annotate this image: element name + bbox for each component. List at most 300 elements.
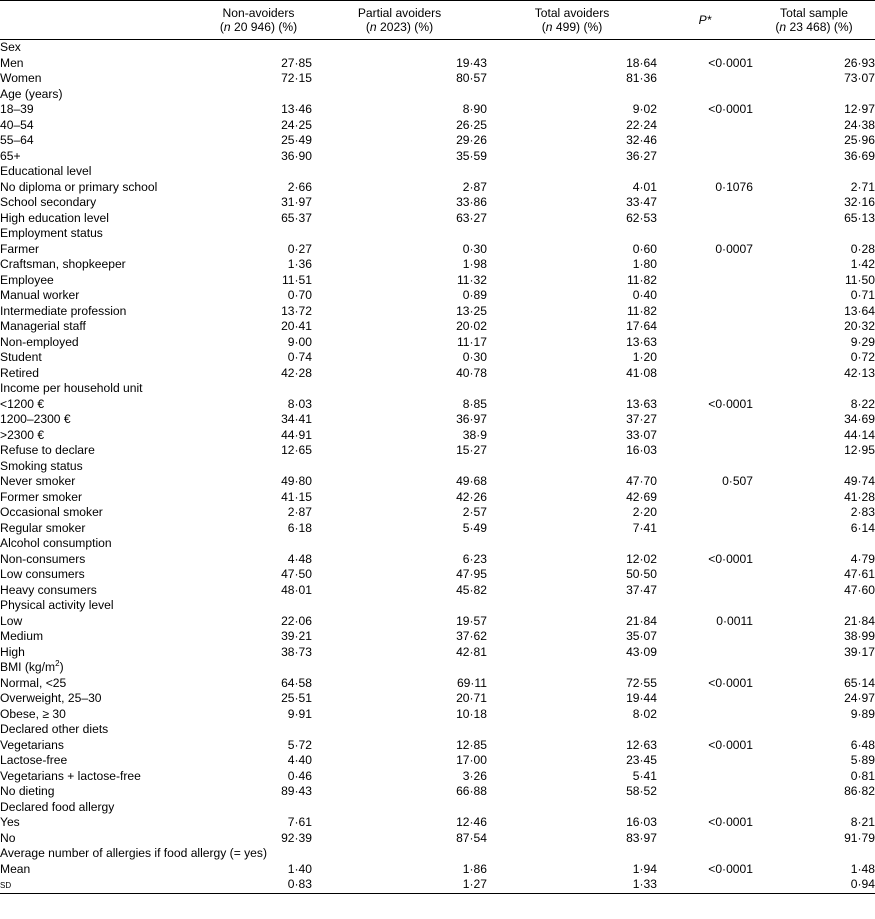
- total-avoiders-value: 12·63: [626, 737, 657, 752]
- row-label: Medium: [0, 629, 44, 643]
- header-n-symbol: n: [369, 20, 377, 34]
- group-label-cell: [0, 800, 875, 816]
- total-avoiders-value: 1·94: [632, 861, 657, 876]
- total-sample-value: 5·89: [850, 753, 875, 767]
- partial-avoiders-value: 0·89: [462, 288, 487, 302]
- non-avoiders-value: 39·21: [281, 629, 312, 643]
- total-sample-value: 25·96: [844, 133, 875, 147]
- non-avoiders-value: 4·40: [287, 753, 312, 767]
- table-row: [0, 133, 875, 149]
- table-row: [0, 428, 875, 444]
- table-row: [0, 211, 875, 227]
- total-sample-value: 12·95: [844, 443, 875, 457]
- group-row: [0, 722, 875, 738]
- total-avoiders-value: 21·84: [626, 613, 657, 628]
- total-sample-value: 65·13: [844, 210, 875, 225]
- row-label: Mean: [0, 861, 31, 876]
- group-row: [0, 164, 875, 180]
- table-row: [0, 149, 875, 165]
- table-row: [0, 412, 875, 428]
- non-avoiders-value: 13·72: [281, 303, 312, 318]
- total-sample-value: 1·42: [850, 257, 875, 271]
- partial-avoiders-value: 1·98: [462, 257, 487, 271]
- group-label: Income per household unit: [0, 381, 143, 395]
- header-n-symbol: n: [779, 20, 787, 34]
- table-row: [0, 335, 875, 351]
- total-avoiders-value: 58·52: [626, 784, 657, 798]
- p-value: [657, 877, 753, 893]
- table-row: [0, 784, 875, 800]
- partial-avoiders-value: 11·17: [456, 334, 487, 349]
- non-avoiders-value: 1·36: [287, 257, 312, 271]
- p-value: [657, 505, 753, 521]
- partial-avoiders-value: 1·27: [462, 877, 487, 891]
- table-row: [0, 815, 875, 831]
- total-avoiders-value: 13·63: [626, 396, 657, 411]
- total-sample-value: 0·81: [850, 768, 875, 783]
- p-value: <0·0001: [708, 861, 753, 876]
- total-sample-value: 12·97: [844, 102, 875, 116]
- total-sample-value: 8·21: [850, 815, 875, 829]
- row-label: High education level: [0, 210, 109, 225]
- total-avoiders-value: 11·82: [626, 272, 657, 287]
- table-row: [0, 521, 875, 537]
- row-label: No: [0, 830, 16, 845]
- total-sample-value: 6·14: [850, 520, 875, 535]
- group-label-cell: [0, 164, 875, 180]
- group-row: [0, 87, 875, 103]
- table-row: [0, 691, 875, 707]
- total-sample-value: 24·97: [844, 691, 875, 705]
- partial-avoiders-value: 12·85: [456, 737, 487, 752]
- total-sample-value: 44·14: [844, 427, 875, 442]
- non-avoiders-value: 2·87: [287, 505, 312, 519]
- total-avoiders-value: 72·55: [626, 675, 657, 690]
- p-value: [657, 288, 753, 304]
- total-sample-value: 38·99: [844, 629, 875, 643]
- non-avoiders-value: 72·15: [281, 71, 312, 85]
- partial-avoiders-value: 10·18: [456, 706, 487, 721]
- table-row: [0, 180, 875, 196]
- group-label: Educational level: [0, 164, 92, 178]
- group-label: Smoking status: [0, 458, 83, 473]
- group-label-cell: [0, 87, 875, 103]
- row-label: Vegetarians: [0, 737, 64, 752]
- total-avoiders-value: 4·01: [632, 179, 657, 194]
- total-sample-value: 0·72: [850, 350, 875, 364]
- p-value: [657, 691, 753, 707]
- total-avoiders-value: 47·70: [626, 474, 657, 488]
- partial-avoiders-value: 3·26: [462, 768, 487, 783]
- table-row: [0, 366, 875, 382]
- table-row: [0, 350, 875, 366]
- table-row: [0, 443, 875, 459]
- header-blank: [0, 1, 205, 40]
- p-value: [657, 273, 753, 289]
- total-sample-value: 2·83: [850, 505, 875, 519]
- total-sample-value: 0·28: [850, 241, 875, 256]
- row-label: Student: [0, 350, 42, 364]
- header-n-symbol: n: [223, 20, 231, 34]
- p-value: <0·0001: [708, 737, 753, 752]
- group-row: [0, 536, 875, 552]
- table-row: [0, 552, 875, 568]
- non-avoiders-value: 64·58: [281, 675, 312, 690]
- group-label-cell: [0, 381, 875, 397]
- partial-avoiders-value: 37·62: [456, 629, 487, 643]
- row-label: Former smoker: [0, 489, 82, 504]
- total-sample-value: 21·84: [844, 613, 875, 628]
- non-avoiders-value: 12·65: [281, 443, 312, 457]
- total-sample-value: 26·93: [844, 55, 875, 70]
- partial-avoiders-value: 42·81: [456, 644, 487, 659]
- p-value: [657, 428, 753, 444]
- total-avoiders-value: 23·45: [626, 753, 657, 767]
- partial-avoiders-value: 11·32: [456, 272, 487, 287]
- non-avoiders-value: 31·97: [281, 195, 312, 209]
- table-row: [0, 257, 875, 273]
- group-label-superscript: 2: [55, 658, 60, 668]
- total-avoiders-value: 81·36: [626, 71, 657, 85]
- non-avoiders-value: 0·27: [287, 241, 312, 256]
- total-sample-value: 47·61: [844, 567, 875, 581]
- group-label-end: ): [59, 660, 64, 674]
- non-avoiders-value: 0·74: [287, 350, 312, 364]
- total-avoiders-value: 22·24: [626, 117, 657, 132]
- row-label: Lactose-free: [0, 753, 68, 767]
- total-avoiders-value: 1·20: [632, 350, 657, 364]
- p-value: 0·0011: [716, 613, 753, 628]
- table-row: [0, 273, 875, 289]
- row-label: High: [0, 644, 25, 659]
- non-avoiders-value: 1·40: [287, 861, 312, 876]
- row-label: Refuse to declare: [0, 443, 95, 457]
- non-avoiders-value: 36·90: [281, 148, 312, 163]
- header-non-avoiders-n: 20 946) (%): [230, 20, 298, 34]
- partial-avoiders-value: 35·59: [456, 148, 487, 163]
- p-value: <0·0001: [708, 102, 753, 116]
- header-total-avoiders-title: Total avoiders: [534, 6, 610, 20]
- row-label: Craftsman, shopkeeper: [0, 257, 126, 271]
- total-avoiders-value: 11·82: [626, 303, 657, 318]
- non-avoiders-value: 65·37: [281, 210, 312, 225]
- table-row: [0, 862, 875, 878]
- total-sample-value: 11·50: [844, 272, 875, 287]
- total-sample-value: 20·32: [844, 319, 875, 333]
- table-row: [0, 567, 875, 583]
- row-label: Yes: [0, 815, 20, 829]
- partial-avoiders-value: 20·71: [456, 691, 487, 705]
- group-label: Physical activity level: [0, 598, 114, 612]
- table-row: [0, 71, 875, 87]
- table-row: [0, 102, 875, 118]
- p-value: [657, 71, 753, 87]
- partial-avoiders-value: 20·02: [456, 319, 487, 333]
- total-avoiders-value: 9·02: [632, 102, 657, 116]
- non-avoiders-value: 44·91: [281, 427, 312, 442]
- total-avoiders-value: 0·40: [632, 288, 657, 302]
- total-avoiders-value: 13·63: [626, 334, 657, 349]
- non-avoiders-value: 48·01: [281, 582, 312, 597]
- header-total-sample-title: Total sample: [780, 6, 848, 20]
- p-value: [657, 567, 753, 583]
- row-label: School secondary: [0, 195, 97, 209]
- table-row: [0, 304, 875, 320]
- total-sample-value: 32·16: [844, 195, 875, 209]
- row-label: Obese, ≥ 30: [0, 706, 66, 721]
- total-avoiders-value: 0·60: [632, 241, 657, 256]
- table-row: [0, 707, 875, 723]
- partial-avoiders-value: 29·26: [456, 133, 487, 147]
- row-label: Normal, <25: [0, 675, 67, 690]
- total-sample-value: 9·89: [850, 706, 875, 721]
- row-label: Managerial staff: [0, 319, 86, 333]
- non-avoiders-value: 25·51: [281, 691, 312, 705]
- total-sample-value: 39·17: [844, 644, 875, 659]
- row-label: 40–54: [0, 117, 34, 132]
- p-value: <0·0001: [708, 675, 753, 690]
- table-row: [0, 474, 875, 490]
- group-label: BMI (kg/m: [0, 660, 56, 674]
- partial-avoiders-value: 49·68: [456, 474, 487, 488]
- non-avoiders-value: 27·85: [281, 55, 312, 70]
- table-row: [0, 629, 875, 645]
- partial-avoiders-value: 8·90: [462, 102, 487, 116]
- p-value: [657, 118, 753, 134]
- p-value: [657, 304, 753, 320]
- table-row: [0, 288, 875, 304]
- p-value: [657, 149, 753, 165]
- table-row: [0, 490, 875, 506]
- total-sample-value: 86·82: [844, 784, 875, 798]
- non-avoiders-value: 11·51: [281, 272, 312, 287]
- row-label: >2300 €: [0, 427, 45, 442]
- non-avoiders-value: 38·73: [281, 644, 312, 659]
- header-non-avoiders-title: Non-avoiders: [222, 6, 295, 20]
- total-avoiders-value: 19·44: [626, 691, 657, 705]
- row-label: Vegetarians + lactose-free: [0, 768, 141, 783]
- row-label: Men: [0, 55, 24, 70]
- total-avoiders-value: 7·41: [632, 520, 657, 535]
- p-value: [657, 645, 753, 661]
- group-row: [0, 598, 875, 614]
- total-avoiders-value: 1·80: [632, 257, 657, 271]
- row-label: Low: [0, 613, 23, 628]
- table-header: [0, 1, 875, 40]
- row-label: 55–64: [0, 133, 34, 147]
- partial-avoiders-value: 38·9: [462, 427, 487, 442]
- row-label: Overweight, 25–30: [0, 691, 102, 705]
- row-label: Employee: [0, 272, 54, 287]
- group-row: [0, 800, 875, 816]
- partial-avoiders-value: 2·57: [462, 505, 487, 519]
- row-label: sd: [0, 877, 12, 891]
- p-value: [657, 195, 753, 211]
- p-value: [657, 490, 753, 506]
- row-label: 18–39: [0, 102, 34, 116]
- non-avoiders-value: 13·46: [281, 102, 312, 116]
- non-avoiders-value: 22·06: [281, 613, 312, 628]
- header-non-avoiders: Non-avoiders (n 20 946) (%): [219, 6, 298, 34]
- p-value: [657, 707, 753, 723]
- total-sample-value: 42·13: [844, 365, 875, 380]
- p-value: <0·0001: [708, 815, 753, 829]
- total-avoiders-value: 62·53: [626, 210, 657, 225]
- group-row: [0, 381, 875, 397]
- header-total-avoiders-n: 499) (%): [552, 20, 603, 34]
- total-sample-value: 49·74: [844, 474, 875, 488]
- partial-avoiders-value: 19·43: [456, 55, 487, 70]
- partial-avoiders-value: 40·78: [456, 365, 487, 380]
- total-sample-value: 13·64: [844, 303, 875, 318]
- partial-avoiders-value: 69·11: [456, 675, 487, 690]
- table-row: [0, 195, 875, 211]
- total-sample-value: 9·29: [850, 334, 875, 349]
- table-row: [0, 831, 875, 847]
- header-partial-avoiders-n: 2023) (%): [376, 20, 434, 34]
- total-sample-value: 73·07: [844, 71, 875, 85]
- partial-avoiders-value: 26·25: [456, 117, 487, 132]
- row-label: Low consumers: [0, 567, 85, 581]
- non-avoiders-value: 9·00: [287, 334, 312, 349]
- p-value: [657, 133, 753, 149]
- row-label: Farmer: [0, 241, 39, 256]
- row-label: Occasional smoker: [0, 505, 103, 519]
- non-avoiders-value: 25·49: [281, 133, 312, 147]
- total-avoiders-value: 35·07: [626, 629, 657, 643]
- group-row: [0, 846, 875, 862]
- total-avoiders-value: 33·47: [626, 195, 657, 209]
- p-value: [657, 366, 753, 382]
- partial-avoiders-value: 5·49: [462, 520, 487, 535]
- table-row: [0, 769, 875, 785]
- total-avoiders-value: 43·09: [626, 644, 657, 659]
- header-p-value: [657, 1, 753, 40]
- p-value: [657, 753, 753, 769]
- total-sample-value: 24·38: [844, 117, 875, 132]
- partial-avoiders-value: 66·88: [456, 784, 487, 798]
- partial-avoiders-value: 8·85: [462, 396, 487, 411]
- group-label: Employment status: [0, 226, 103, 240]
- non-avoiders-value: 42·28: [281, 365, 312, 380]
- non-avoiders-value: 8·03: [287, 396, 312, 411]
- non-avoiders-value: 24·25: [281, 117, 312, 132]
- partial-avoiders-value: 42·26: [456, 489, 487, 504]
- p-value: [657, 769, 753, 785]
- table-row: [0, 676, 875, 692]
- total-sample-value: 1·48: [850, 861, 875, 876]
- header-partial-avoiders: Partial avoiders (n 2023) (%): [357, 6, 442, 34]
- p-value: 0·1076: [715, 179, 753, 194]
- table-row: [0, 753, 875, 769]
- partial-avoiders-value: 0·30: [462, 350, 487, 364]
- total-sample-value: 91·79: [844, 830, 875, 845]
- p-value: <0·0001: [708, 551, 753, 566]
- group-label-cell: [0, 598, 875, 614]
- p-value: [657, 350, 753, 366]
- total-avoiders-value: 16·03: [626, 443, 657, 457]
- group-label-cell: [0, 846, 875, 862]
- non-avoiders-value: 89·43: [281, 784, 312, 798]
- group-row: [0, 40, 875, 56]
- header-total-avoiders: Total avoiders (n 499) (%): [534, 6, 610, 34]
- total-avoiders-value: 17·64: [626, 319, 657, 333]
- group-label: Declared food allergy: [0, 799, 115, 814]
- total-avoiders-value: 1·33: [632, 877, 657, 891]
- partial-avoiders-value: 19·57: [456, 613, 487, 628]
- p-value: [657, 629, 753, 645]
- group-row: [0, 660, 875, 676]
- partial-avoiders-value: 12·46: [456, 815, 487, 829]
- group-label-cell: [0, 459, 875, 475]
- partial-avoiders-value: 15·27: [456, 443, 487, 457]
- group-label-cell: [0, 40, 875, 56]
- total-avoiders-value: 32·46: [626, 133, 657, 147]
- row-label: No diploma or primary school: [0, 179, 158, 194]
- non-avoiders-value: 0·46: [287, 768, 312, 783]
- row-label: Regular smoker: [0, 520, 86, 535]
- p-value: [657, 583, 753, 599]
- p-value: <0·0001: [708, 396, 753, 411]
- group-label: Age (years): [0, 86, 63, 101]
- total-sample-value: 4·79: [850, 551, 875, 566]
- row-label: 1200–2300 €: [0, 412, 71, 426]
- non-avoiders-value: 0·83: [287, 877, 312, 891]
- table-row: [0, 505, 875, 521]
- non-avoiders-value: 34·41: [281, 412, 312, 426]
- total-avoiders-value: 5·41: [632, 768, 657, 783]
- group-label: Sex: [0, 40, 21, 54]
- total-sample-value: 0·71: [850, 288, 875, 302]
- partial-avoiders-value: 80·57: [456, 71, 487, 85]
- total-sample-value: 8·22: [850, 396, 875, 411]
- total-avoiders-value: 42·69: [626, 489, 657, 504]
- row-label: Retired: [0, 365, 39, 380]
- table-row: [0, 319, 875, 335]
- row-label: Intermediate profession: [0, 303, 127, 318]
- header-total-sample: Total sample (n 23 468) (%): [775, 6, 853, 34]
- header-partial-avoiders-title: Partial avoiders: [357, 6, 442, 20]
- total-sample-value: 47·60: [844, 582, 875, 597]
- non-avoiders-value: 9·91: [287, 706, 312, 721]
- table-row: [0, 614, 875, 630]
- p-value: [657, 831, 753, 847]
- row-label: Non-employed: [0, 334, 79, 349]
- total-avoiders-value: 41·08: [626, 365, 657, 380]
- row-label: Never smoker: [0, 474, 76, 488]
- table-row: [0, 397, 875, 413]
- non-avoiders-value: 92·39: [281, 830, 312, 845]
- row-label: Heavy consumers: [0, 582, 97, 597]
- table-row: [0, 242, 875, 258]
- partial-avoiders-value: 2·87: [462, 179, 487, 194]
- group-label: Alcohol consumption: [0, 536, 112, 550]
- group-label-cell: [0, 722, 875, 738]
- group-label-cell: [0, 536, 875, 552]
- group-label: Declared other diets: [0, 722, 109, 736]
- table-row: [0, 118, 875, 134]
- partial-avoiders-value: 0·30: [462, 241, 487, 256]
- total-sample-value: 0·94: [850, 877, 875, 891]
- group-row: [0, 459, 875, 475]
- non-avoiders-value: 5·72: [287, 737, 312, 752]
- partial-avoiders-value: 36·97: [456, 412, 487, 426]
- total-sample-value: 41·28: [844, 489, 875, 504]
- table-body: [0, 40, 875, 894]
- row-label: Manual worker: [0, 288, 80, 302]
- row-label: No dieting: [0, 784, 55, 798]
- row-label: Women: [0, 71, 42, 85]
